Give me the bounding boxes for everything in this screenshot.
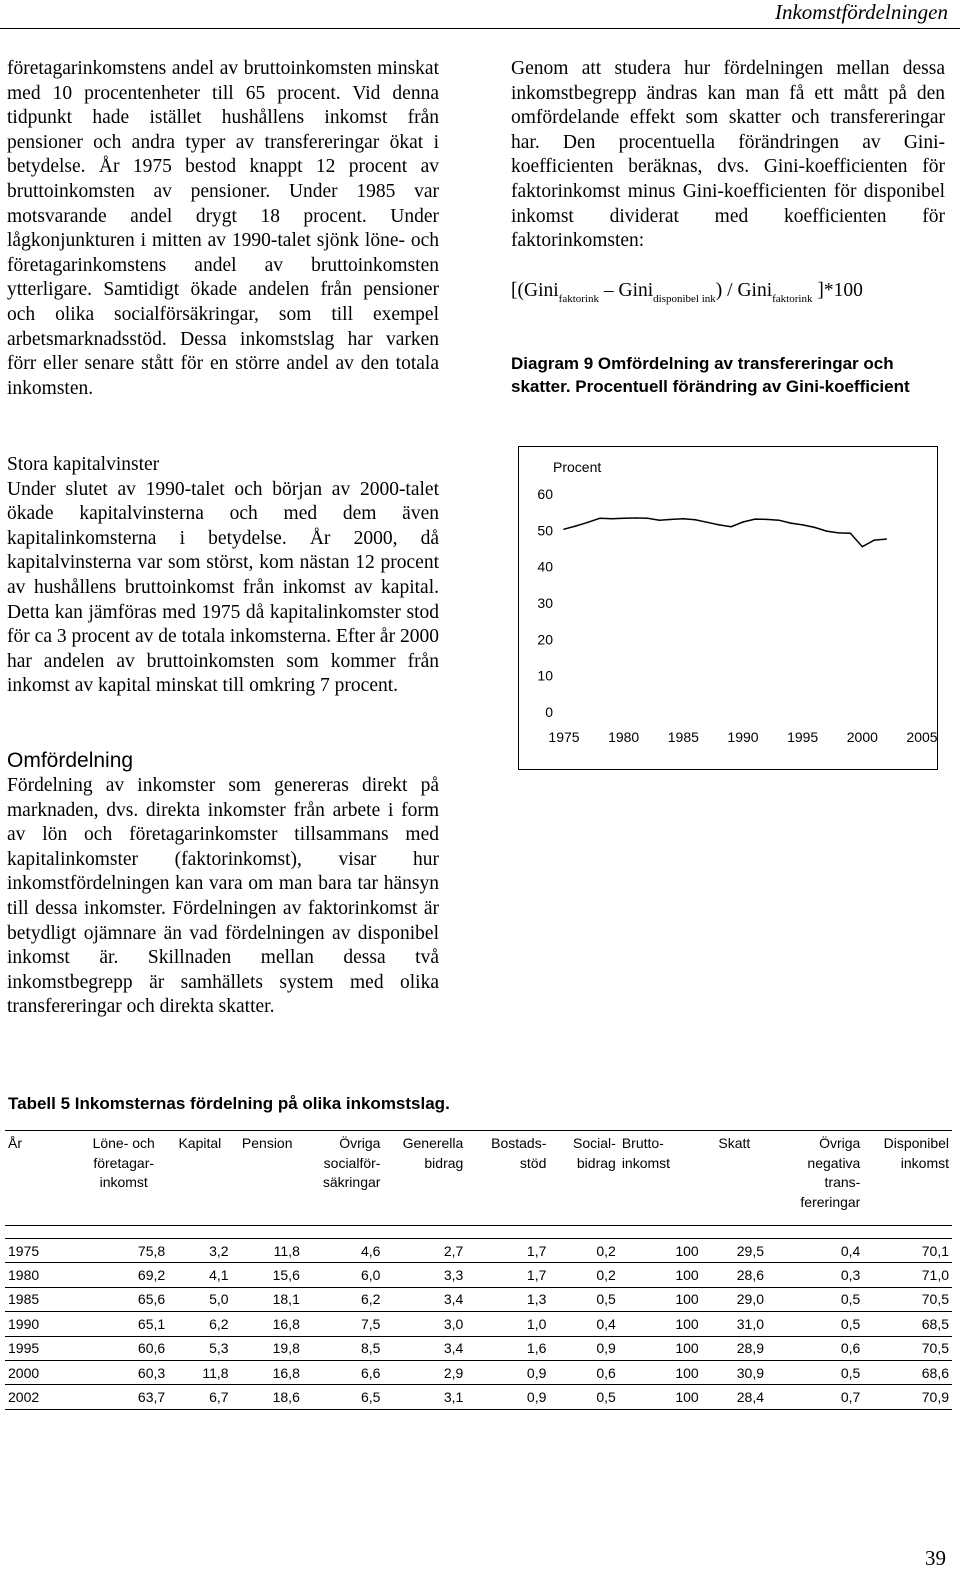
table-row <box>5 1287 952 1311</box>
column-header <box>863 1131 952 1226</box>
section-heading-capital-gains: Stora kapitalvinster <box>7 454 160 475</box>
y-tick-label: 40 <box>537 558 553 575</box>
table-row <box>5 1360 952 1384</box>
value-cell: 6,7 <box>168 1385 231 1409</box>
formula-part: – Gini <box>598 280 654 301</box>
value-cell: 6,5 <box>303 1385 384 1409</box>
paragraph-text: Genom att studera hur fördelningen mellan dessa inkomstbegrepp ändras kan man få ett mått på den omfördelande effekt som skatter och transfereringar har. Den procentuella förändringen av Gini-koefficienten beräknas, dvs. Gini-koefficienten för faktorinkomst minus Gini-koefficienten för disponibel inkomst dividerat med koefficienten för faktorinkomsten: <box>511 58 945 252</box>
x-tick-label: 2005 <box>906 729 938 745</box>
data-point <box>862 546 864 548</box>
column-header-line: Bostads- <box>491 1135 547 1151</box>
value-cell: 1,7 <box>466 1239 549 1263</box>
value-cell: 75,8 <box>79 1239 168 1263</box>
data-point <box>683 518 685 520</box>
column-header <box>232 1131 303 1226</box>
data-point <box>730 526 732 528</box>
x-tick-label: 1980 <box>608 729 640 745</box>
data-point <box>587 522 589 524</box>
table-spacer-row <box>5 1226 952 1239</box>
value-cell: 3,4 <box>383 1287 466 1311</box>
value-cell: 3,4 <box>383 1336 466 1360</box>
data-point <box>659 519 661 521</box>
data-point <box>778 519 780 521</box>
section-heading-redistribution: Omfördelning <box>7 749 134 772</box>
year-cell: 2002 <box>5 1385 79 1409</box>
data-point <box>647 518 649 520</box>
year-cell: 1980 <box>5 1263 79 1287</box>
value-cell: 69,2 <box>79 1263 168 1287</box>
value-cell: 0,7 <box>767 1385 863 1409</box>
column-header-line: säkringar <box>322 1174 381 1190</box>
spacer-cell <box>5 1226 952 1239</box>
data-point <box>742 521 744 523</box>
value-cell: 70,1 <box>863 1239 952 1263</box>
header-rule <box>0 28 960 29</box>
value-cell: 1,3 <box>466 1287 549 1311</box>
value-cell: 6,2 <box>168 1312 231 1336</box>
value-cell: 100 <box>619 1360 702 1384</box>
value-cell: 1,6 <box>466 1336 549 1360</box>
column-header-line: År <box>8 1135 22 1151</box>
column-header <box>619 1131 702 1226</box>
data-point <box>671 519 673 521</box>
column-header-line: Social- <box>573 1135 616 1151</box>
value-cell: 100 <box>619 1385 702 1409</box>
running-title: Inkomstfördelningen <box>774 0 948 24</box>
value-cell: 60,3 <box>79 1360 168 1384</box>
value-cell: 68,5 <box>863 1312 952 1336</box>
column-header-line: negativa trans- <box>807 1154 861 1190</box>
column-header-line: Generella <box>402 1135 464 1151</box>
data-point <box>802 524 804 526</box>
value-cell: 0,3 <box>767 1263 863 1287</box>
paragraph-text: Under slutet av 1990-talet och början av 2000-talet ökade kapitalvinsterna och med dem även kapitalinkomsterna i betydelse. År 2000, då kapitalvinsterna var som störst, kom nästan 12 procent av hushållens bruttoinkomst från inkomst av kapital. Detta kan jämföras med 1975 då kapitalinkomster stod för ca 3 procent av de totala inkomsterna. Efter år 2000 har andelen av bruttoinkomsten som kommer från inkomst av kapital minskat till omkring 7 procent. <box>7 478 439 697</box>
value-cell: 2,7 <box>383 1239 466 1263</box>
gini-change-chart <box>518 446 938 770</box>
value-cell: 1,0 <box>466 1312 549 1336</box>
data-point <box>718 524 720 526</box>
value-cell: 11,8 <box>232 1239 303 1263</box>
value-cell: 70,5 <box>863 1336 952 1360</box>
year-cell: 1985 <box>5 1287 79 1311</box>
year-cell: 2000 <box>5 1360 79 1384</box>
table-row <box>5 1239 952 1263</box>
value-cell: 28,9 <box>702 1336 767 1360</box>
value-cell: 100 <box>619 1287 702 1311</box>
value-cell: 15,6 <box>232 1263 303 1287</box>
data-point <box>766 519 768 521</box>
value-cell: 18,1 <box>232 1287 303 1311</box>
x-tick-label: 2000 <box>846 729 878 745</box>
value-cell: 16,8 <box>232 1360 303 1384</box>
value-cell: 100 <box>619 1336 702 1360</box>
x-tick-label: 1990 <box>727 729 759 745</box>
column-header-line: socialför- <box>323 1154 381 1171</box>
section-capital-gains <box>7 453 439 699</box>
value-cell: 3,2 <box>168 1239 231 1263</box>
value-cell: 31,0 <box>702 1312 767 1336</box>
data-point <box>850 532 852 534</box>
value-cell: 65,1 <box>79 1312 168 1336</box>
value-cell: 4,1 <box>168 1263 231 1287</box>
year-cell: 1990 <box>5 1312 79 1336</box>
column-header-line: Övriga <box>819 1135 861 1151</box>
column-header-line: företagar- <box>93 1154 155 1171</box>
value-cell: 60,6 <box>79 1336 168 1360</box>
column-header-line: Brutto- <box>621 1135 664 1151</box>
value-cell: 68,6 <box>863 1360 952 1384</box>
data-point <box>623 518 625 520</box>
value-cell: 29,5 <box>702 1239 767 1263</box>
column-header <box>466 1131 549 1226</box>
value-cell: 28,6 <box>702 1263 767 1287</box>
column-header <box>168 1131 231 1226</box>
left-paragraph-1 <box>7 57 439 401</box>
value-cell: 71,0 <box>863 1263 952 1287</box>
value-cell: 0,9 <box>549 1336 618 1360</box>
column-header-line: stöd <box>519 1154 547 1171</box>
column-header-line: bidrag <box>424 1154 464 1171</box>
table-row <box>5 1312 952 1336</box>
value-cell: 3,1 <box>383 1385 466 1409</box>
paragraph-text: företagarinkomstens andel av bruttoinkomsten minskat med 10 procentenheter till 65 procent. Vid denna tidpunkt hade istället hushållens inkomst från pensioner och andra typer av transfereringar ökat i betydelse. År 1975 bestod knappt 12 procent av bruttoinkomsten av pensioner. Under 1985 var motsvarande andel drygt 18 procent. Under lågkonjunkturen i mitten av 1990-talet sjönk löne- och företagarinkomstens andel av bruttoinkomsten ytterligare. Samtidigt ökade andelen från pensioner och olika socialförsäkringar, som till exempel arbetsmarknadsstöd. Dessa inkomstslag har varken förr eller senare stått för en större andel av den totala inkomsten. <box>7 58 439 399</box>
value-cell: 11,8 <box>168 1360 231 1384</box>
value-cell: 2,9 <box>383 1360 466 1384</box>
value-cell: 4,6 <box>303 1239 384 1263</box>
value-cell: 5,0 <box>168 1287 231 1311</box>
paragraph-text: Fördelning av inkomster som genereras direkt på marknaden, dvs. direkta inkomster från arbete i form av lön och företagarinkomster tillsammans med kapitalinkomster (faktorinkomst), visar hur inkomstfördelningen kan vara om man bara tar hänsyn till dessa inkomster. Fördelningen av faktorinkomst är betydligt ojämnare än vad fördelningen av disponibel inkomst är. Skillnaden mellan dessa två inkomstbegrepp är samhällets system med olika transfereringar och direkta skatter. <box>7 775 439 1018</box>
y-axis-label: Procent <box>553 459 602 475</box>
column-header <box>383 1131 466 1226</box>
data-point <box>885 538 887 540</box>
value-cell: 1,7 <box>466 1263 549 1287</box>
column-header <box>549 1131 618 1226</box>
value-cell: 0,5 <box>767 1287 863 1311</box>
value-cell: 6,6 <box>303 1360 384 1384</box>
y-tick-label: 0 <box>545 704 553 720</box>
column-header-line: Pension <box>241 1135 293 1151</box>
formula-part: ) / Gini <box>715 280 773 301</box>
value-cell: 0,4 <box>767 1239 863 1263</box>
data-point <box>826 530 828 532</box>
column-header <box>5 1131 79 1226</box>
table-row <box>5 1336 952 1360</box>
gini-formula <box>511 280 863 305</box>
column-header-line: fereringar <box>800 1193 861 1210</box>
formula-subscript: disponibel ink <box>653 293 716 305</box>
value-cell: 0,5 <box>549 1385 618 1409</box>
column-header-line: Kapital <box>178 1135 222 1151</box>
section-redistribution <box>7 748 439 1020</box>
value-cell: 7,5 <box>303 1312 384 1336</box>
value-cell: 0,4 <box>549 1312 618 1336</box>
column-header-line: bidrag <box>576 1154 616 1171</box>
value-cell: 30,9 <box>702 1360 767 1384</box>
table-title: Tabell 5 Inkomsternas fördelning på olika inkomstslag. <box>8 1094 450 1113</box>
value-cell: 0,6 <box>767 1336 863 1360</box>
value-cell: 6,0 <box>303 1263 384 1287</box>
column-header-line: Skatt <box>718 1135 751 1151</box>
value-cell: 5,3 <box>168 1336 231 1360</box>
column-header <box>79 1131 168 1226</box>
value-cell: 3,0 <box>383 1312 466 1336</box>
value-cell: 3,3 <box>383 1263 466 1287</box>
formula-part: ]*100 <box>812 280 863 301</box>
income-distribution-table <box>5 1130 952 1410</box>
column-header-line: inkomst <box>621 1154 671 1171</box>
page-number: 39 <box>925 1546 946 1570</box>
right-paragraph-1 <box>511 57 945 254</box>
value-cell: 100 <box>619 1239 702 1263</box>
data-point <box>611 518 613 520</box>
column-header <box>767 1131 863 1226</box>
value-cell: 65,6 <box>79 1287 168 1311</box>
value-cell: 28,4 <box>702 1385 767 1409</box>
value-cell: 0,5 <box>549 1287 618 1311</box>
column-header-line: Löne- och <box>92 1135 155 1151</box>
data-point <box>838 532 840 534</box>
value-cell: 6,2 <box>303 1287 384 1311</box>
formula-part: [(Gini <box>511 280 559 301</box>
table-row <box>5 1263 952 1287</box>
data-point <box>754 518 756 520</box>
value-cell: 0,5 <box>767 1312 863 1336</box>
data-point <box>706 522 708 524</box>
y-tick-label: 50 <box>537 522 553 539</box>
value-cell: 0,2 <box>549 1263 618 1287</box>
data-point <box>694 519 696 521</box>
table-row <box>5 1385 952 1409</box>
column-header-line: Disponibel <box>883 1135 949 1151</box>
value-cell: 0,2 <box>549 1239 618 1263</box>
value-cell: 70,5 <box>863 1287 952 1311</box>
y-tick-label: 60 <box>537 486 553 502</box>
data-point <box>599 518 601 520</box>
table-header-row <box>5 1131 952 1226</box>
value-cell: 29,0 <box>702 1287 767 1311</box>
diagram-title: Diagram 9 Omfördelning av transfereringar och skatter. Procentuell förändring av Gini-koefficient <box>511 354 910 396</box>
value-cell: 100 <box>619 1263 702 1287</box>
y-tick-label: 10 <box>537 667 553 684</box>
value-cell: 16,8 <box>232 1312 303 1336</box>
y-tick-label: 30 <box>537 595 553 611</box>
value-cell: 18,6 <box>232 1385 303 1409</box>
value-cell: 70,9 <box>863 1385 952 1409</box>
column-header-line: inkomst <box>900 1154 949 1171</box>
column-header <box>303 1131 384 1226</box>
column-header <box>702 1131 767 1226</box>
data-point <box>790 522 792 524</box>
data-point <box>635 517 637 519</box>
chart-frame <box>519 447 938 770</box>
value-cell: 8,5 <box>303 1336 384 1360</box>
x-tick-label: 1985 <box>667 729 699 745</box>
year-cell: 1995 <box>5 1336 79 1360</box>
value-cell: 19,8 <box>232 1336 303 1360</box>
value-cell: 0,9 <box>466 1385 549 1409</box>
data-point <box>814 527 816 529</box>
year-cell: 1975 <box>5 1239 79 1263</box>
column-header-line: inkomst <box>99 1174 148 1190</box>
value-cell: 63,7 <box>79 1385 168 1409</box>
data-point <box>873 539 875 541</box>
formula-subscript: faktorink <box>558 293 599 305</box>
x-tick-label: 1975 <box>548 729 580 745</box>
value-cell: 0,5 <box>767 1360 863 1384</box>
column-header-line: Övriga <box>339 1135 381 1151</box>
data-point <box>563 528 565 530</box>
x-tick-label: 1995 <box>787 729 819 745</box>
value-cell: 0,6 <box>549 1360 618 1384</box>
formula-subscript: faktorink <box>772 293 813 305</box>
chart-svg <box>518 446 938 770</box>
y-tick-label: 20 <box>537 631 553 648</box>
value-cell: 0,9 <box>466 1360 549 1384</box>
value-cell: 100 <box>619 1312 702 1336</box>
data-point <box>575 525 577 527</box>
